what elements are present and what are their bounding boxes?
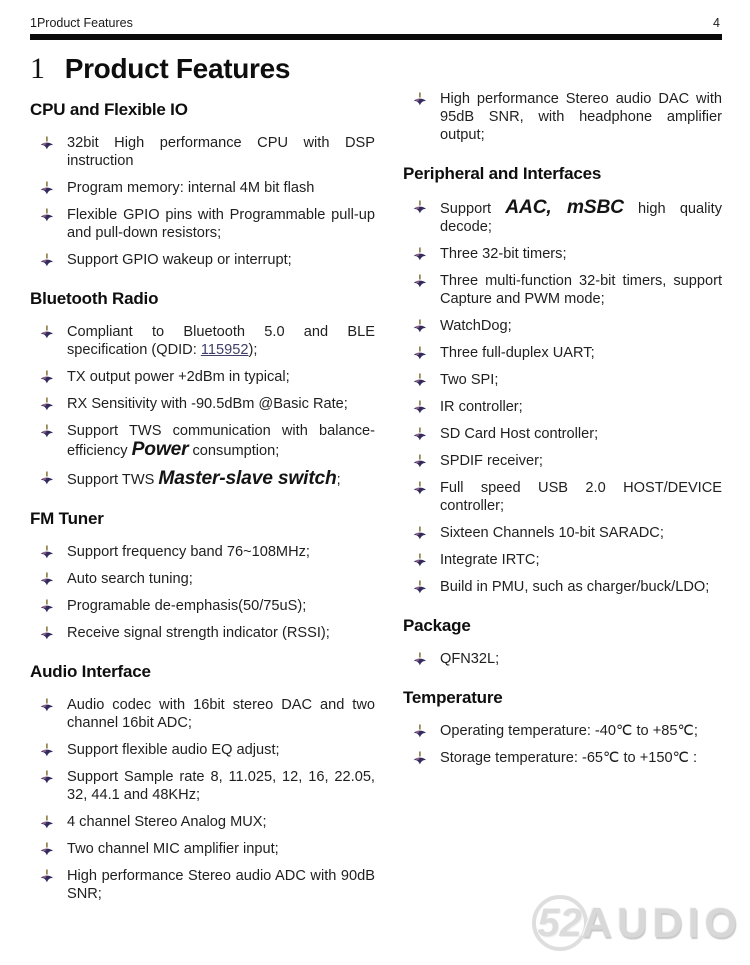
text-run: QFN32L; — [440, 651, 500, 667]
watermark-audio-text: AUDIO — [581, 899, 742, 946]
list-item — [40, 597, 375, 615]
arrow-bullet-icon — [413, 751, 427, 765]
text-run: Full speed USB 2.0 HOST/DEVICE controller; — [440, 480, 722, 514]
section — [403, 90, 722, 144]
section-heading: Audio Interface — [30, 662, 151, 681]
list-item-text — [67, 570, 375, 588]
text-run: SPDIF receiver; — [440, 453, 543, 469]
list-item — [413, 524, 722, 542]
arrow-bullet-icon — [413, 724, 427, 738]
text-run: WatchDog; — [440, 318, 512, 334]
text-run: Sixteen Channels 10-bit SARADC; — [440, 525, 664, 541]
arrow-bullet-icon — [40, 253, 54, 267]
section — [30, 509, 375, 642]
arrow-bullet-icon — [413, 373, 427, 387]
arrow-bullet-icon — [413, 526, 427, 540]
arrow-bullet-icon — [40, 626, 54, 640]
text-run: Auto search tuning; — [67, 571, 193, 587]
list-item — [40, 179, 375, 197]
arrow-bullet-icon — [413, 274, 427, 288]
list-item-text — [67, 624, 375, 642]
text-run: Storage temperature: -65℃ to +150℃ : — [440, 750, 698, 766]
running-header — [0, 0, 750, 34]
52audio-watermark-logo — [532, 895, 742, 951]
running-header-title: 1Product Features — [30, 16, 133, 30]
list-item-text — [440, 425, 722, 443]
list-item-text — [440, 344, 722, 362]
text-run: Support TWS — [67, 472, 159, 488]
list-item-text — [67, 741, 375, 759]
arrow-bullet-icon — [413, 200, 427, 214]
list-item — [413, 317, 722, 335]
list-item-text — [67, 813, 375, 831]
list-item — [40, 696, 375, 732]
list-item — [40, 570, 375, 588]
list-item — [413, 551, 722, 569]
section — [403, 164, 722, 596]
arrow-bullet-icon — [413, 319, 427, 333]
section — [403, 616, 722, 668]
section — [30, 662, 375, 903]
section-heading: Peripheral and Interfaces — [403, 164, 602, 183]
page-content — [0, 40, 750, 912]
text-run: 4 channel Stereo Analog MUX; — [67, 814, 267, 830]
list-item-text — [67, 206, 375, 242]
list-item — [413, 749, 722, 767]
list-item-text — [67, 395, 375, 413]
list-item — [40, 323, 375, 359]
text-run: Operating temperature: -40℃ to +85℃; — [440, 723, 698, 739]
arrow-bullet-icon — [413, 481, 427, 495]
arrow-bullet-icon — [40, 842, 54, 856]
text-run: TX output power +2dBm in typical; — [67, 369, 290, 385]
arrow-bullet-icon — [413, 580, 427, 594]
arrow-bullet-icon — [40, 325, 54, 339]
arrow-bullet-icon — [40, 424, 54, 438]
arrow-bullet-icon — [413, 553, 427, 567]
text-run: consumption; — [188, 443, 280, 459]
list-item-text — [67, 323, 375, 359]
list-item-text — [440, 524, 722, 542]
list-item — [40, 422, 375, 460]
arrow-bullet-icon — [413, 454, 427, 468]
arrow-bullet-icon — [413, 247, 427, 261]
list-item — [40, 251, 375, 269]
text-run: Program memory: internal 4M bit flash — [67, 180, 315, 196]
list-item-text — [440, 398, 722, 416]
arrow-bullet-icon — [40, 471, 54, 485]
emphasized-text: Power — [131, 439, 189, 460]
list-item — [413, 722, 722, 740]
section — [403, 688, 722, 767]
arrow-bullet-icon — [40, 572, 54, 586]
qdid-link[interactable]: 115952 — [200, 342, 249, 358]
section — [30, 289, 375, 489]
text-run: Audio codec with 16bit stereo DAC and two channel 16bit ADC; — [67, 697, 375, 731]
list-item-text — [67, 469, 375, 489]
arrow-bullet-icon — [40, 181, 54, 195]
arrow-bullet-icon — [413, 92, 427, 106]
list-item — [40, 624, 375, 642]
list-item-text — [67, 768, 375, 804]
right-column — [403, 40, 722, 912]
list-item — [413, 479, 722, 515]
left-column — [30, 40, 375, 912]
page-title-text: Product Features — [64, 53, 291, 84]
list-item — [40, 134, 375, 170]
arrow-bullet-icon — [40, 698, 54, 712]
list-item — [40, 469, 375, 489]
text-run: High performance Stereo audio DAC with 95dB SNR, with headphone amplifier output; — [440, 91, 722, 143]
text-run: Support GPIO wakeup or interrupt; — [67, 252, 292, 268]
list-item-text — [440, 551, 722, 569]
list-item-text — [440, 578, 722, 596]
arrow-bullet-icon — [40, 770, 54, 784]
list-item-text — [67, 422, 375, 460]
list-item — [413, 198, 722, 236]
list-item — [413, 371, 722, 389]
list-item-text — [67, 867, 375, 903]
text-run: Receive signal strength indicator (RSSI); — [67, 625, 330, 641]
text-run: Two SPI; — [440, 372, 499, 388]
arrow-bullet-icon — [413, 652, 427, 666]
list-item — [413, 650, 722, 668]
list-item — [40, 768, 375, 804]
list-item — [413, 452, 722, 470]
arrow-bullet-icon — [40, 599, 54, 613]
list-item-text — [67, 597, 375, 615]
text-run: Flexible GPIO pins with Programmable pull-up and pull-down resistors; — [67, 207, 375, 241]
arrow-bullet-icon — [413, 400, 427, 414]
text-run: ; — [336, 472, 341, 488]
text-run: High performance Stereo audio ADC with 90dB SNR; — [67, 868, 375, 902]
text-run: IR controller; — [440, 399, 523, 415]
text-run: Integrate IRTC; — [440, 552, 540, 568]
list-item — [413, 245, 722, 263]
text-run: Compliant to Bluetooth 5.0 and BLE specification (QDID: — [67, 324, 375, 358]
section-heading: Package — [403, 616, 471, 635]
list-item — [413, 578, 722, 596]
list-item-text — [440, 749, 722, 767]
emphasized-text: AAC, mSBC — [505, 197, 624, 218]
text-run: RX Sensitivity with -90.5dBm @Basic Rate; — [67, 396, 348, 412]
arrow-bullet-icon — [40, 815, 54, 829]
list-item — [40, 543, 375, 561]
page-title-number: 1 — [30, 52, 45, 85]
list-item-text — [67, 696, 375, 732]
text-run: Programable de-emphasis(50/75uS); — [67, 598, 307, 614]
list-item-text — [440, 722, 722, 740]
arrow-bullet-icon — [40, 397, 54, 411]
list-item-text — [440, 245, 722, 263]
arrow-bullet-icon — [40, 869, 54, 883]
list-item-text — [67, 179, 375, 197]
section — [30, 100, 375, 269]
text-run: Three 32-bit timers; — [440, 246, 567, 262]
list-item-text — [440, 317, 722, 335]
list-item-text — [440, 479, 722, 515]
emphasized-text: Master-slave switch — [158, 468, 337, 489]
list-item — [40, 741, 375, 759]
section-heading: Temperature — [403, 688, 503, 707]
text-run: Two channel MIC amplifier input; — [67, 841, 279, 857]
list-item-text — [440, 371, 722, 389]
arrow-bullet-icon — [40, 370, 54, 384]
list-item-text — [67, 251, 375, 269]
watermark-52-badge: 52 — [532, 895, 588, 951]
text-run: Three full-duplex UART; — [440, 345, 595, 361]
list-item — [40, 368, 375, 386]
page-title — [30, 52, 375, 86]
arrow-bullet-icon — [413, 346, 427, 360]
text-run: Support TWS communication with balance-efficiency — [67, 423, 375, 459]
arrow-bullet-icon — [40, 545, 54, 559]
arrow-bullet-icon — [40, 136, 54, 150]
text-run: 32bit High performance CPU with DSP instruction — [67, 135, 375, 169]
list-item — [40, 395, 375, 413]
list-item — [413, 344, 722, 362]
list-item-text — [67, 368, 375, 386]
text-run: ); — [248, 342, 258, 358]
list-item — [40, 206, 375, 242]
text-run: SD Card Host controller; — [440, 426, 599, 442]
list-item-text — [440, 90, 722, 144]
list-item-text — [440, 272, 722, 308]
list-item — [413, 425, 722, 443]
list-item-text — [67, 134, 375, 170]
arrow-bullet-icon — [413, 427, 427, 441]
list-item — [413, 272, 722, 308]
list-item-text — [440, 198, 722, 236]
text-run: Support flexible audio EQ adjust; — [67, 742, 280, 758]
section-heading: FM Tuner — [30, 509, 104, 528]
text-run: Support Sample rate 8, 11.025, 12, 16, 22.05, 32, 44.1 and 48KHz; — [67, 769, 375, 803]
list-item-text — [67, 840, 375, 858]
list-item-text — [440, 650, 722, 668]
arrow-bullet-icon — [40, 743, 54, 757]
list-item — [40, 867, 375, 903]
list-item — [40, 840, 375, 858]
list-item — [413, 90, 722, 144]
section-heading: CPU and Flexible IO — [30, 100, 188, 119]
list-item — [413, 398, 722, 416]
text-run: Support frequency band 76~108MHz; — [67, 544, 310, 560]
text-run: Build in PMU, such as charger/buck/LDO; — [440, 579, 710, 595]
arrow-bullet-icon — [40, 208, 54, 222]
page-number: 4 — [713, 16, 720, 30]
text-run: Three multi-function 32-bit timers, support Capture and PWM mode; — [440, 273, 722, 307]
text-run: Support — [440, 201, 506, 217]
text-run: high quality decode; — [440, 201, 723, 235]
list-item — [40, 813, 375, 831]
list-item-text — [67, 543, 375, 561]
list-item-text — [440, 452, 722, 470]
section-heading: Bluetooth Radio — [30, 289, 159, 308]
